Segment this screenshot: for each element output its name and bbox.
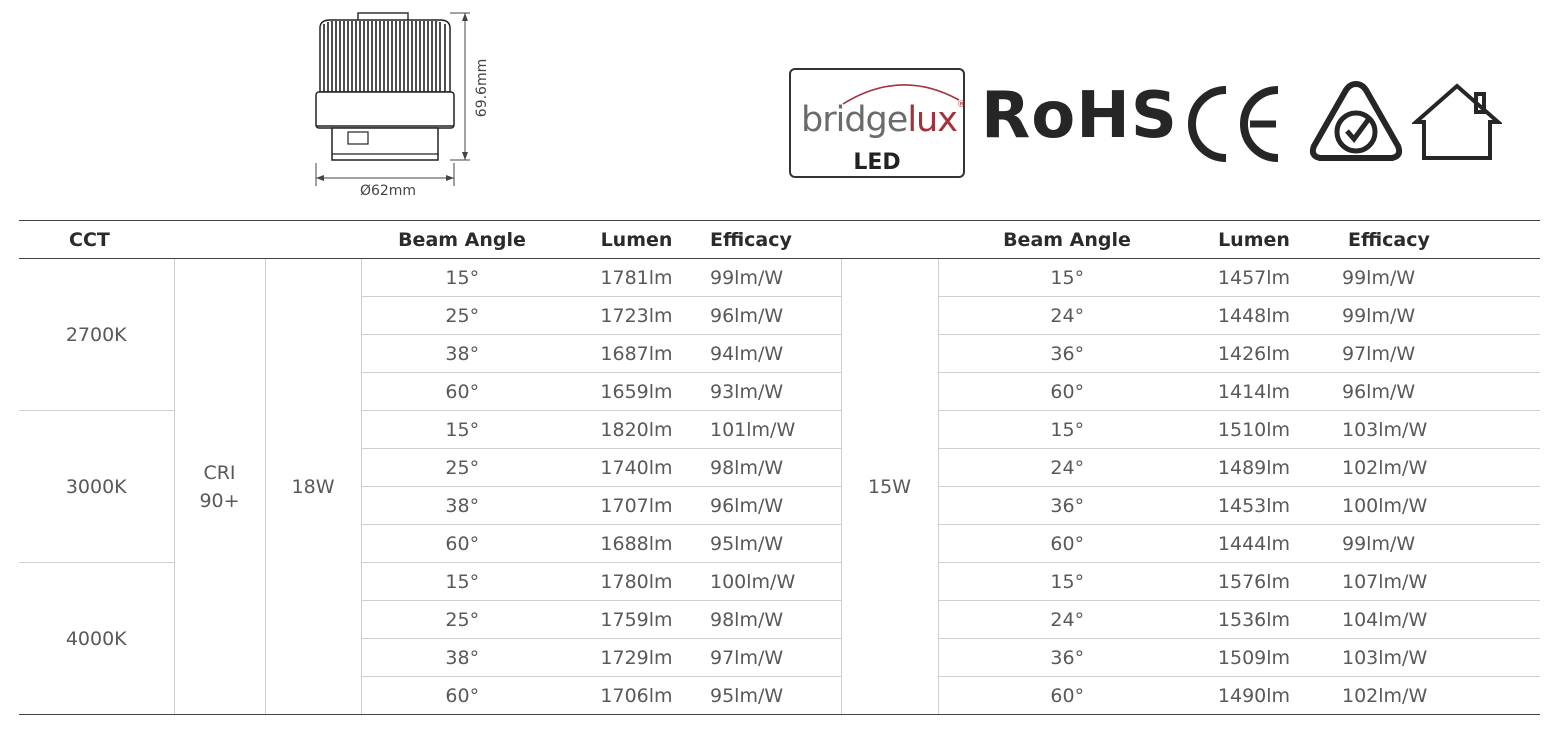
bridgelux-brand-suffix: lux: [907, 100, 957, 140]
efficacy-b-cell: 99lm/W: [1312, 297, 1540, 335]
efficacy-b-cell: 99lm/W: [1312, 259, 1540, 297]
beam-angle-b-cell: 15°: [938, 411, 1196, 449]
efficacy-a-cell: 96lm/W: [710, 487, 841, 525]
beam-angle-b-cell: 36°: [938, 639, 1196, 677]
lumen-b-cell: 1457lm: [1196, 259, 1312, 297]
header-blank-power-b: [841, 221, 938, 259]
beam-angle-b-cell: 15°: [938, 259, 1196, 297]
header-blank-cri: [174, 221, 265, 259]
efficacy-b-cell: 102lm/W: [1312, 677, 1540, 715]
beam-angle-b-cell: 24°: [938, 449, 1196, 487]
beam-angle-b-cell: 36°: [938, 335, 1196, 373]
efficacy-b-cell: 102lm/W: [1312, 449, 1540, 487]
efficacy-a-cell: 98lm/W: [710, 601, 841, 639]
bridgelux-brand-prefix: bridge: [801, 100, 908, 140]
cct-cell: 4000K: [19, 563, 174, 715]
beam-angle-b-cell: 60°: [938, 525, 1196, 563]
beam-angle-a-cell: 15°: [361, 563, 563, 601]
beam-angle-a-cell: 38°: [361, 639, 563, 677]
beam-angle-b-cell: 24°: [938, 297, 1196, 335]
lumen-b-cell: 1510lm: [1196, 411, 1312, 449]
beam-angle-b-cell: 60°: [938, 677, 1196, 715]
beam-angle-a-cell: 60°: [361, 677, 563, 715]
cct-cell: 2700K: [19, 259, 174, 411]
efficacy-a-cell: 95lm/W: [710, 525, 841, 563]
beam-angle-a-cell: 15°: [361, 411, 563, 449]
diameter-dimension-label: Ø62mm: [359, 183, 417, 199]
lumen-b-cell: 1414lm: [1196, 373, 1312, 411]
lumen-b-cell: 1576lm: [1196, 563, 1312, 601]
lumen-b-cell: 1536lm: [1196, 601, 1312, 639]
cct-cell: 3000K: [19, 411, 174, 563]
lumen-b-cell: 1453lm: [1196, 487, 1312, 525]
power-18w-cell: 18W: [265, 259, 361, 715]
cri-cell: CRI 90+: [174, 259, 265, 715]
lumen-a-cell: 1729lm: [563, 639, 710, 677]
beam-angle-b-cell: 36°: [938, 487, 1196, 525]
lumen-a-cell: 1706lm: [563, 677, 710, 715]
lumen-b-cell: 1490lm: [1196, 677, 1312, 715]
beam-angle-b-cell: 24°: [938, 601, 1196, 639]
lumen-a-cell: 1707lm: [563, 487, 710, 525]
rcm-mark-icon: [1306, 76, 1406, 166]
lumen-a-cell: 1688lm: [563, 525, 710, 563]
certification-logos: [786, 66, 1516, 186]
bridgelux-logo: [789, 68, 965, 178]
lumen-a-cell: 1687lm: [563, 335, 710, 373]
beam-angle-a-cell: 25°: [361, 601, 563, 639]
header-efficacy-a: Efficacy: [710, 221, 841, 259]
table-row: [19, 259, 1540, 297]
lumen-b-cell: 1444lm: [1196, 525, 1312, 563]
beam-angle-a-cell: 38°: [361, 487, 563, 525]
header-lumen-a: Lumen: [563, 221, 710, 259]
bridgelux-wordmark: [801, 100, 965, 140]
efficacy-b-cell: 96lm/W: [1312, 373, 1540, 411]
header-beam-angle-b: Beam Angle: [938, 221, 1196, 259]
efficacy-a-cell: 98lm/W: [710, 449, 841, 487]
power-15w-cell: 15W: [841, 259, 938, 715]
lumen-a-cell: 1740lm: [563, 449, 710, 487]
header-beam-angle-a: Beam Angle: [361, 221, 563, 259]
rohs-logo: RoHS: [981, 79, 1178, 153]
beam-angle-a-cell: 38°: [361, 335, 563, 373]
lumen-a-cell: 1723lm: [563, 297, 710, 335]
beam-angle-a-cell: 25°: [361, 297, 563, 335]
efficacy-a-cell: 95lm/W: [710, 677, 841, 715]
efficacy-a-cell: 100lm/W: [710, 563, 841, 601]
efficacy-a-cell: 101lm/W: [710, 411, 841, 449]
lumen-b-cell: 1509lm: [1196, 639, 1312, 677]
beam-angle-a-cell: 60°: [361, 525, 563, 563]
efficacy-a-cell: 99lm/W: [710, 259, 841, 297]
beam-angle-a-cell: 25°: [361, 449, 563, 487]
lumen-a-cell: 1780lm: [563, 563, 710, 601]
lumen-a-cell: 1659lm: [563, 373, 710, 411]
header-blank-power-a: [265, 221, 361, 259]
beam-angle-b-cell: 15°: [938, 563, 1196, 601]
bridgelux-reg-mark: ®: [956, 100, 965, 110]
lumen-b-cell: 1448lm: [1196, 297, 1312, 335]
lumen-b-cell: 1426lm: [1196, 335, 1312, 373]
efficacy-b-cell: 103lm/W: [1312, 411, 1540, 449]
beam-angle-a-cell: 15°: [361, 259, 563, 297]
height-dimension-label: 69.6mm: [474, 58, 490, 118]
bridgelux-led-label: LED: [853, 150, 901, 175]
lumen-a-cell: 1759lm: [563, 601, 710, 639]
spec-table: [19, 220, 1540, 715]
efficacy-a-cell: 94lm/W: [710, 335, 841, 373]
header-cct: CCT: [19, 221, 174, 259]
efficacy-b-cell: 99lm/W: [1312, 525, 1540, 563]
dimension-labels: [300, 8, 500, 208]
efficacy-b-cell: 100lm/W: [1312, 487, 1540, 525]
ce-mark-icon: [1186, 78, 1286, 168]
beam-angle-b-cell: 60°: [938, 373, 1196, 411]
product-drawing: [300, 8, 500, 208]
lumen-a-cell: 1781lm: [563, 259, 710, 297]
efficacy-b-cell: 107lm/W: [1312, 563, 1540, 601]
indoor-use-house-icon: [1412, 76, 1502, 166]
efficacy-a-cell: 93lm/W: [710, 373, 841, 411]
efficacy-b-cell: 103lm/W: [1312, 639, 1540, 677]
efficacy-b-cell: 104lm/W: [1312, 601, 1540, 639]
table-header-row: [19, 221, 1540, 259]
header-efficacy-b: Efficacy: [1312, 221, 1540, 259]
efficacy-a-cell: 97lm/W: [710, 639, 841, 677]
efficacy-a-cell: 96lm/W: [710, 297, 841, 335]
efficacy-b-cell: 97lm/W: [1312, 335, 1540, 373]
lumen-a-cell: 1820lm: [563, 411, 710, 449]
lumen-b-cell: 1489lm: [1196, 449, 1312, 487]
header-lumen-b: Lumen: [1196, 221, 1312, 259]
beam-angle-a-cell: 60°: [361, 373, 563, 411]
